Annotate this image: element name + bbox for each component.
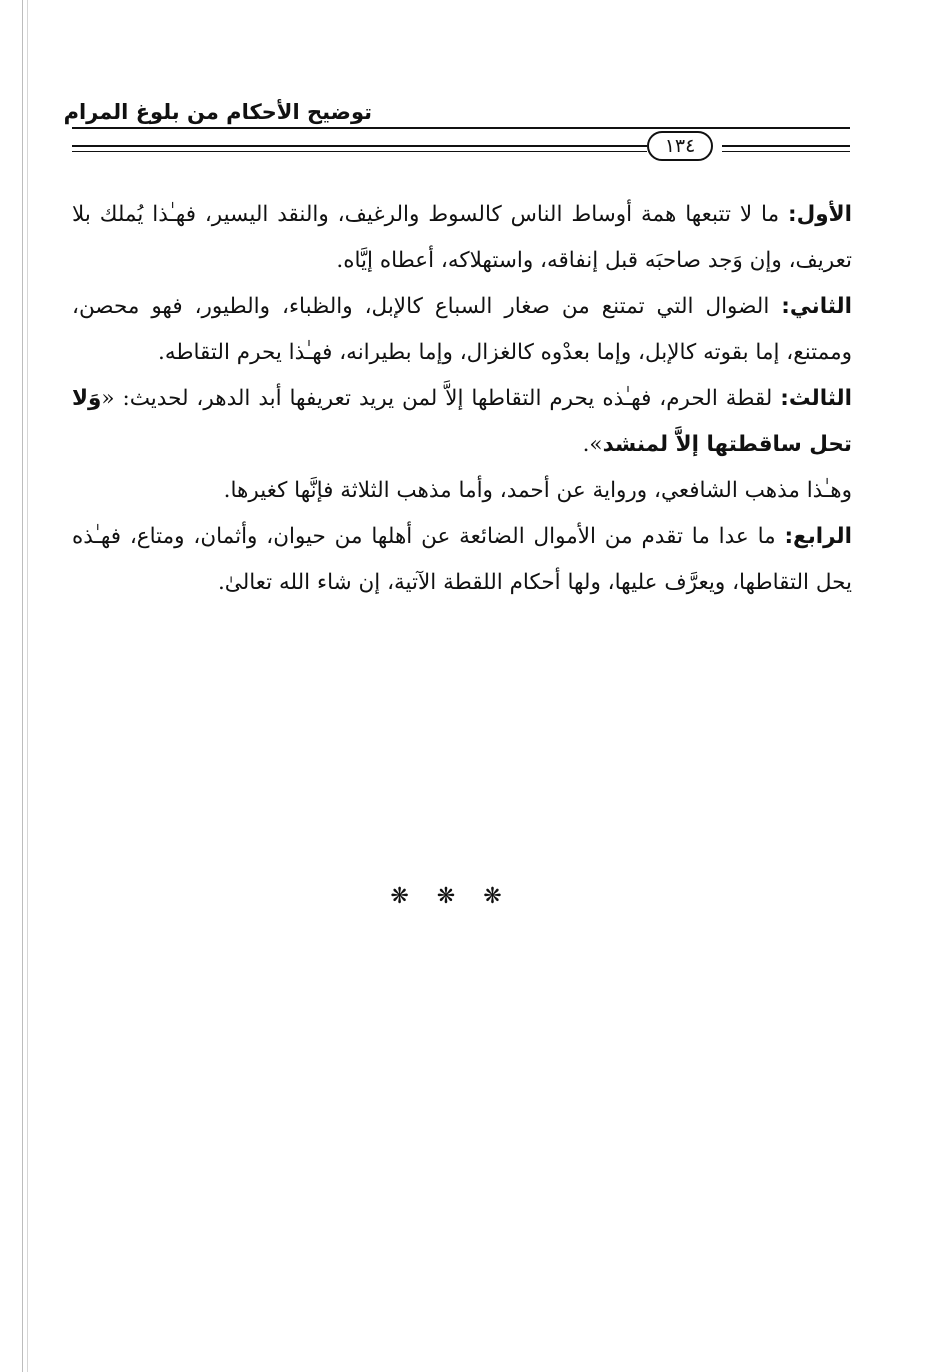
paragraph-text: لقطة الحرم، فهـٰذه يحرم التقاطها إلاَّ لمن يريد تعريفها أبد الدهر، لحديث: « [101, 386, 781, 411]
paragraph-text: وهـٰذا مذهب الشافعي، ورواية عن أحمد، وأما مذهب الثلاثة فإنَّها كغيرها. [223, 478, 852, 503]
paragraph-lead: الثاني: [781, 294, 852, 319]
gutter-line [27, 0, 28, 1372]
paragraph-text: ما عدا ما تقدم من الأموال الضائعة عن أهلها من حيوان، وأثمان، ومتاع، فهـٰذه يحل التقاطها، ويعرَّف عليها، ولها أحكام اللقطة الآتية، إن شاء الله تعالىٰ. [72, 524, 852, 595]
header-rule-left [72, 145, 647, 147]
paragraph-lead: الرابع: [784, 524, 852, 549]
section-end-stars: ❋❋❋ [390, 884, 530, 909]
paragraph-madhhab [72, 468, 852, 514]
gutter-line [22, 0, 23, 1372]
paragraph-lead: الأول: [788, 202, 852, 227]
running-title: توضيح الأحكام من بلوغ المرام [63, 100, 372, 124]
paragraph-third [72, 376, 852, 468]
paragraph-text: ما لا تتبعها همة أوساط الناس كالسوط والرغيف، والنقد اليسير، فهـٰذا يُملك بلا تعريف، وإن وَجد صاحبَه قبل إنفاقه، واستهلاكه، أعطاه إيَّاه. [72, 202, 852, 273]
header-rule-right-thin [722, 151, 850, 152]
body-text [72, 192, 852, 606]
header-rule-left-thin [72, 151, 647, 152]
paragraph-text-end: ». [582, 432, 603, 457]
page-number: ١٣٤ [647, 131, 713, 161]
header-rule [72, 127, 850, 129]
paragraph-text: الضوال التي تمتنع من صغار السباع كالإبل، والظباء، والطيور، فهو محصن، وممتنع، إما بقوته كالإبل، وإما بعدْوه كالغزال، وإما بطيرانه، فهـٰذا يحرم التقاطه. [72, 294, 852, 365]
paragraph-second [72, 284, 852, 376]
paragraph-first [72, 192, 852, 284]
hadith-quote: وَلا تحل ساقطتها إلاَّ لمنشد [72, 386, 852, 457]
header-rule-right [722, 145, 850, 147]
paragraph-fourth [72, 514, 852, 606]
paragraph-lead: الثالث: [780, 386, 852, 411]
